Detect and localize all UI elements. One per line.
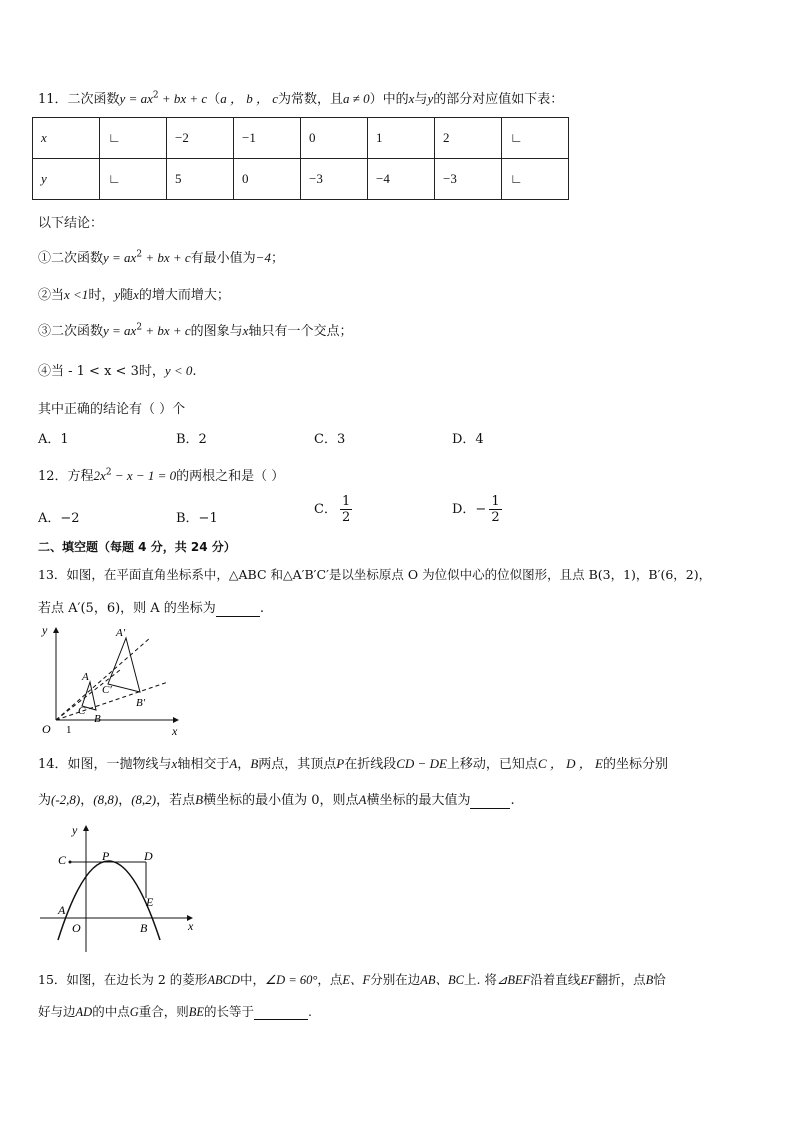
answer-blank[interactable]: [254, 1004, 308, 1020]
table-cell: ∟: [100, 118, 167, 159]
q12-option-a: A．−2: [38, 511, 80, 526]
fraction: $\frac{1}{2}$: [491, 494, 500, 525]
label-c: C: [78, 705, 86, 717]
label-o: O: [42, 722, 51, 736]
q11-value-table: [32, 117, 569, 200]
table-cell: ∟: [502, 159, 569, 200]
label-a: A: [82, 671, 89, 683]
q11-conclusion-3: ③二次函数$y = ax^2$ + bx + c的图象与x轴只有一个交点；: [38, 322, 353, 339]
q13-figure: [38, 620, 188, 740]
q11-intro: 以下结论：: [38, 216, 104, 231]
table-row: [33, 159, 569, 200]
q15-line-2: 好与边AD的中点G重合，则BE的长等于 .: [38, 1004, 313, 1019]
q11-option-a: A．1: [38, 432, 69, 447]
label-1: 1: [66, 724, 72, 736]
q13-line-2: 若点 A′(5，6)，则 A 的坐标为 .: [38, 601, 264, 616]
label-a: A: [58, 903, 66, 917]
label-b: B: [140, 921, 148, 935]
table-cell: −2: [167, 118, 234, 159]
q14-line-1: 14．如图，一抛物线与x轴相交于A，B两点，其顶点P在折线段CD − DE上移动，已知点C ， D ， E的坐标分别: [38, 756, 668, 772]
label-b: B: [94, 713, 101, 725]
fraction: $\frac{1}{2}$: [341, 494, 351, 525]
label-c: C: [58, 853, 67, 867]
table-cell: 2: [435, 118, 502, 159]
label-e: E: [146, 895, 154, 909]
q11-option-d: D．4: [452, 432, 484, 447]
table-cell: 5: [167, 159, 234, 200]
q12-stem: 12．方程$2x^2 - x - 1 = 0$的两根之和是（ ）: [38, 467, 285, 484]
table-cell: −3: [301, 159, 368, 200]
table-row: [33, 118, 569, 159]
label-b-prime: B′: [136, 697, 146, 709]
q15-line-1: 15．如图，在边长为 2 的菱形ABCD中，∠D = 60°，点E、F分别在边AB、BC上. 将⊿BEF沿着直线EF翻折，点B恰: [38, 972, 666, 987]
q12-option-d: D．− $\frac{1}{2}$: [452, 494, 500, 525]
q11-conclusion-4: ④当 - 1 < x < 3时，y < 0.: [38, 363, 197, 379]
label-x: x: [188, 919, 194, 933]
table-cell: y: [33, 159, 100, 200]
table-cell: −4: [368, 159, 435, 200]
q13-line-1: 13．如图，在平面直角坐标系中，△ABC 和△A′B′C′是以坐标原点 O 为位似中心的位似图形，且点 B(3，1)，B′(6，2)，: [38, 567, 712, 582]
q11-option-c: C．3: [314, 432, 346, 447]
point-c: [69, 861, 72, 864]
label-a-prime: A′: [116, 627, 126, 639]
label-p: P: [102, 849, 110, 863]
table-cell: 1: [368, 118, 435, 159]
label-x: x: [172, 724, 178, 738]
table-cell: −3: [435, 159, 502, 200]
table-cell: 0: [234, 159, 301, 200]
q11-option-b: B．2: [176, 432, 207, 447]
table-cell: ∟: [502, 118, 569, 159]
table-cell: ∟: [100, 159, 167, 200]
q11-conclusion-1: ①二次函数$y = ax^2$ + bx + c有最小值为−4；: [38, 249, 284, 266]
answer-blank[interactable]: [470, 793, 510, 809]
table-cell: −1: [234, 118, 301, 159]
q14-line-2: 为(-2,8)，(8,8)，(8,2)，若点B横坐标的最小值为 0，则点A横坐标的最大值为 .: [38, 792, 515, 808]
q11-conclusion-2: ②当x <1时，y随x的增大而增大；: [38, 287, 230, 303]
label-c-prime: C′: [102, 684, 112, 696]
triangle-a2b2c2: [108, 638, 140, 692]
q14-figure: [38, 822, 208, 954]
table-cell: 0: [301, 118, 368, 159]
label-d: D: [144, 849, 153, 863]
table-cell: x: [33, 118, 100, 159]
q12-option-c: C． $\frac{1}{2}$: [314, 494, 351, 525]
section-title: 二、填空题（每题 4 分，共 24 分）: [38, 540, 236, 554]
label-y: y: [72, 823, 78, 837]
label-y: y: [42, 623, 48, 637]
answer-blank[interactable]: [216, 601, 260, 617]
q11-question: 其中正确的结论有（ ）个: [38, 402, 186, 417]
q12-option-b: B．−1: [176, 511, 218, 526]
q11-stem: 11．二次函数$y = ax^2$ + bx + c（a ， b ， c为常数，且a ≠ 0）中的x与y的部分对应值如下表：: [38, 90, 564, 107]
label-o: O: [72, 921, 81, 935]
dashed-ray-b: [56, 682, 168, 720]
